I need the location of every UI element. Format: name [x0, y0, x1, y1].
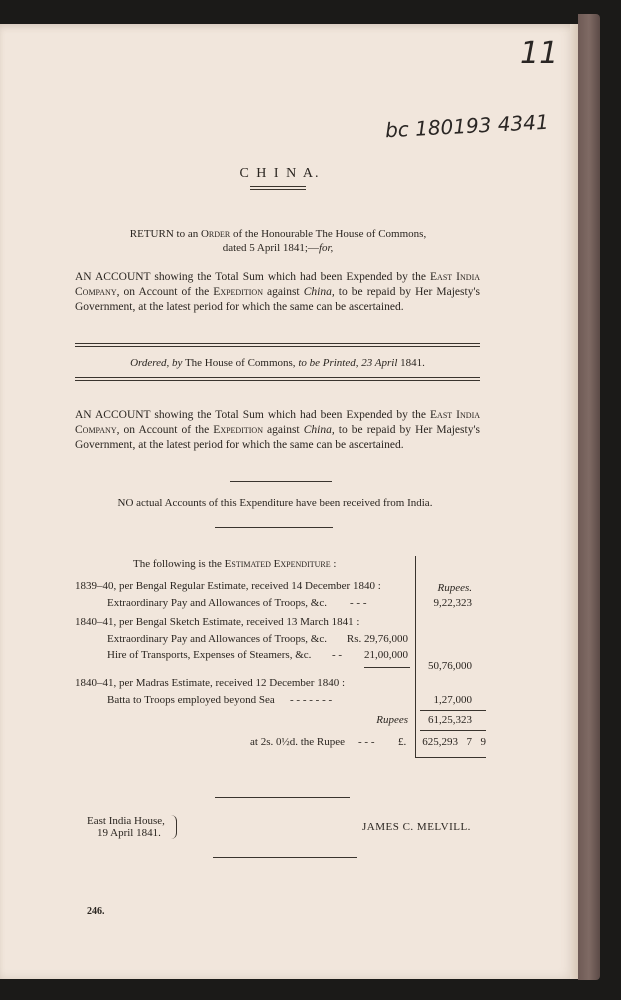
section-divider-3	[215, 797, 350, 798]
section-3-title: 1840–41, per Madras Estimate, received 12 December 1840 :	[75, 677, 346, 689]
pound-sign: £.	[398, 736, 407, 748]
ordered-rule-bottom-2	[75, 380, 480, 381]
total-rule	[420, 710, 486, 711]
total-label: Rupees	[376, 714, 408, 726]
sterling-dashes: - - -	[358, 736, 375, 748]
amount-column-rule	[415, 556, 416, 758]
section-2-subtotal: 50,76,000	[428, 660, 472, 672]
no-accounts-note: NO actual Accounts of this Expenditure have been received from India.	[117, 497, 433, 509]
section-2-subtotal-rule	[364, 667, 410, 668]
sterling-pounds: 625,293	[422, 736, 458, 748]
section-divider-1	[230, 481, 332, 482]
account-paragraph-2: AN ACCOUNT showing the Total Sum which had been Expended by the East India Company, on Account of the Expedition against China, to be repaid by Her Majesty's Government, at the latest period for which the same can be ascertained.	[75, 409, 481, 451]
title-rule-2	[250, 189, 306, 190]
currency-header: Rupees.	[437, 582, 472, 594]
section-1-dashes: - - -	[350, 597, 367, 609]
ordered-rule-bottom	[75, 377, 480, 378]
account-paragraph-1: AN ACCOUNT showing the Total Sum which had been Expended by the East India Company, on Account of the Expedition against China, to be repaid by Her Majesty's Government, at the latest period for which the same can be ascertained.	[75, 271, 481, 313]
sterling-pence: 9	[480, 736, 486, 748]
estimate-heading: The following is the Estimated Expenditure :	[133, 558, 337, 570]
section-2-item-2: Hire of Transports, Expenses of Steamers, &c.	[107, 649, 312, 661]
section-2-item-1: Extraordinary Pay and Allowances of Troops, &c.	[107, 633, 327, 645]
page-fore-edge	[570, 24, 578, 979]
section-divider-2	[215, 527, 333, 528]
section-3-item: Batta to Troops employed beyond Sea	[107, 694, 275, 706]
section-1-amount: 9,22,323	[433, 597, 472, 609]
sterling-shillings: 7	[466, 736, 472, 748]
return-order-line2: dated 5 April 1841;—for,	[222, 242, 334, 254]
section-2-item-2-dashes: - -	[332, 649, 343, 661]
section-2-title: 1840–41, per Bengal Sketch Estimate, received 13 March 1841 :	[75, 616, 360, 628]
section-3-amount: 1,27,000	[433, 694, 472, 706]
section-2-item-1-amount: Rs. 29,76,000	[346, 633, 408, 645]
page-number: 246.	[87, 906, 105, 917]
book-cover-edge	[578, 14, 600, 980]
sterling-label: at 2s. 0½d. the Rupee	[250, 736, 346, 748]
shelfmark-annotation: bc 180193 4341	[384, 109, 550, 143]
section-1-item: Extraordinary Pay and Allowances of Troops, &c.	[107, 597, 327, 609]
sterling-underline	[415, 757, 486, 758]
section-divider-4	[213, 857, 357, 858]
page-title: C H I N A.	[239, 166, 321, 181]
total-rupees: 61,25,323	[428, 714, 472, 726]
ordered-rule-top-2	[75, 346, 480, 347]
ordered-to-be-printed: Ordered, by The House of Commons, to be Printed, 23 April 1841.	[130, 357, 425, 369]
title-rule	[250, 186, 306, 187]
section-1-title: 1839–40, per Bengal Regular Estimate, received 14 December 1840 :	[75, 580, 381, 592]
bracket-mark	[170, 815, 177, 839]
folio-mark: 11	[520, 36, 559, 71]
place-line: East India House,	[87, 815, 165, 827]
signatory: JAMES C. MELVILL.	[362, 821, 471, 833]
date-line: 19 April 1841.	[97, 827, 161, 839]
section-3-dashes: - - - - - - -	[290, 694, 333, 706]
return-order-line1: RETURN to an Order of the Honourable The House of Commons,	[129, 228, 427, 240]
ordered-rule-top	[75, 343, 480, 344]
total-rule-2	[420, 730, 486, 731]
section-2-item-2-amount: 21,00,000	[364, 649, 408, 661]
